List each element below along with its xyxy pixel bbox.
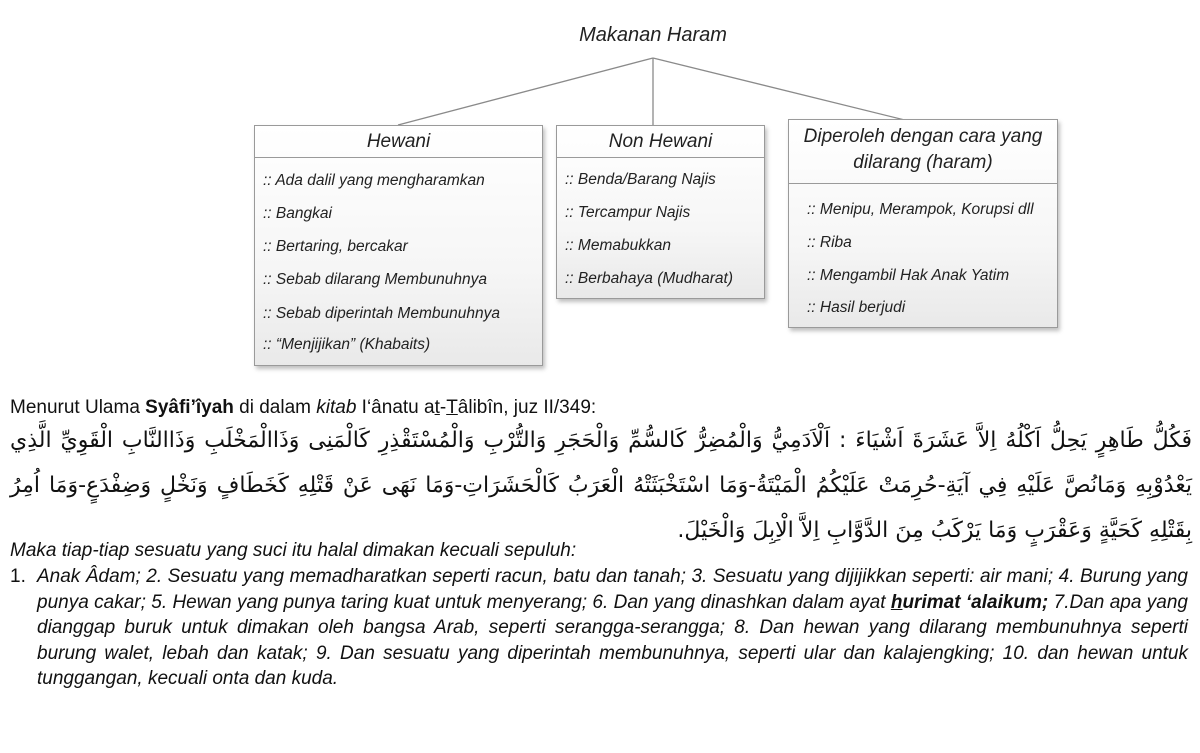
intro-part3: I‘ânatu a: [356, 397, 435, 418]
box-diperoleh: [788, 119, 1058, 328]
box-non-hewani: [556, 125, 765, 299]
arabic-passage: فَكُلُّ طَاهِرٍ يَحِلُّ اَكْلُهُ اِلاَّ عَشَرَةَ اَشْيَاءَ : اَلْاَدَمِيُّ وَالْمُضِرُّ كَالسُّمِّ وَالْحَجَرِ وَالتُّرْبِ وَالْمُسْتَقْذِرِ كَالْمَنِى وَذَاالْمَخْلَبِ وَذَاالنَّابِ الْقَوِيِّ الَّذِي يَعْدُوْبِهِ وَمَانُصَّ عَلَيْهِ فِي آيَةِ-حُرِمَتْ عَلَيْكُمُ الْمَيْتَةُ-وَمَا اسْتَخْبَثَتْهُ الْعَرَبُ كَالْحَشَرَاتِ-وَمَا نَهَى عَنْ قَتْلِهِ كَخَطَافٍ وَنَخْلٍ وَضِفْدَعٍ-وَمَا اُمِرُ بِقَتْلِهِ كَحَيَّةٍ وَعَقْرَبٍ وَمَا يَرْكَبُ مِنَ الدَّوَّابِ اِلاَّ الْاِبِلَ وَالْخَيْلَ.: [10, 428, 1192, 543]
intro-t2: T: [446, 397, 458, 418]
intro-part4: -: [439, 397, 447, 418]
tree-diagram: [0, 0, 1200, 370]
box-non-hewani-title: Non Hewani: [557, 126, 764, 158]
list-item: :: Sebab dilarang Membunuhnya: [263, 271, 488, 288]
list-h: h: [890, 591, 903, 613]
connector-diperoleh: [653, 58, 925, 125]
translation-heading: Maka tiap-tiap sesuatu yang suci itu halal dimakan kecuali sepuluh:: [10, 540, 577, 561]
numbered-list: [10, 564, 1188, 692]
list-item: :: Bangkai: [263, 205, 332, 222]
list-item: :: Memabukkan: [565, 237, 671, 254]
intro-part1: Menurut Ulama: [10, 397, 146, 418]
list-body: [37, 564, 1188, 692]
list-text-a: Anak Âdam; 2. Sesuatu yang memadharatkan seperti racun, batu dan tanah; 3. Sesuatu yang dijijikkan seperti: air mani; 4. Burung yang punya cakar; 5. Hewan yang punya taring kuat untuk menyerang; 6. Dan yang dinashkan dalam ayat: [37, 566, 1188, 613]
list-text-b: 7.Dan apa yang dianggap buruk untuk dimakan oleh bangsa Arab, seperti serangga-serangga; 8. Dan hewan yang dilarang membunuhnya seperti burung walet, lebah dan katak; 9. Dan sesuatu yang diperintah membunuhnya, seperti ular dan kalajengking; 10. dan hewan untuk tunggangan, kecuali onta dan kuda.: [37, 591, 1188, 689]
list-item: :: Bertaring, bercakar: [263, 238, 408, 255]
intro-kitab: kitab: [316, 397, 357, 418]
list-item: :: Sebab diperintah Membunuhnya: [263, 305, 500, 322]
box-hewani: [254, 125, 543, 366]
list-item: :: Berbahaya (Mudharat): [565, 270, 734, 287]
list-item: :: Menipu, Merampok, Korupsi dll: [807, 201, 1034, 218]
intro-t1: t: [434, 397, 440, 418]
box-hewani-title: Hewani: [255, 126, 542, 158]
box-diperoleh-title-line1: Diperoleh dengan cara yang: [803, 126, 1043, 147]
intro-part2: di dalam: [233, 397, 317, 418]
connector-hewani: [398, 58, 653, 125]
box-diperoleh-title: [789, 120, 1057, 184]
diagram-root-title: Makanan Haram: [579, 24, 727, 46]
box-diperoleh-title-line2: dilarang (haram): [853, 152, 993, 173]
list-item: :: Mengambil Hak Anak Yatim: [807, 267, 1010, 284]
list-item: :: Ada dalil yang mengharamkan: [263, 172, 485, 189]
list-item: :: “Menjijikan” (Khabaits): [263, 336, 431, 353]
list-item: :: Tercampur Najis: [565, 204, 691, 221]
intro-ulama: Syâfi’îyah: [145, 397, 234, 418]
intro-part5: âlibîn, juz II/349:: [457, 397, 597, 418]
list-item: :: Hasil berjudi: [807, 299, 906, 316]
list-number: 1.: [10, 566, 26, 587]
list-urimat: urimat ‘alaikum;: [902, 591, 1049, 613]
list-item: :: Benda/Barang Najis: [565, 171, 716, 188]
list-item: :: Riba: [807, 234, 852, 251]
